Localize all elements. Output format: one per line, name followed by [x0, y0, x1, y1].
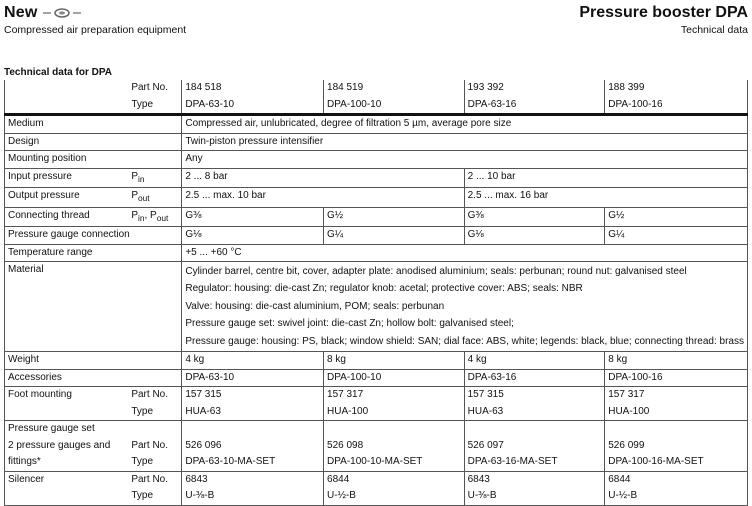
new-title — [4, 4, 186, 22]
silencer-type: U-⅜-B — [182, 488, 324, 505]
part-no-label: Part No. — [131, 82, 169, 93]
silencer-type: U-⅜-B — [464, 488, 605, 505]
material-line: Regulator: housing: die-cast Zn; regulator knob: acetal; protective cover: ABS; seals: NBR — [185, 283, 583, 295]
foot-mounting-type-row — [5, 404, 748, 421]
material-value — [182, 262, 748, 352]
foot-part-no: 157 315 — [464, 387, 605, 404]
gauge-set-part-no: 526 097 — [464, 438, 605, 455]
material-row — [5, 262, 748, 352]
silencer-part-no: 6843 — [182, 471, 324, 488]
silencer-part-no: 6844 — [605, 471, 748, 488]
row-label: Connecting thread — [5, 207, 129, 227]
part-no-label: Part No. — [128, 471, 182, 488]
weight-value: 4 kg — [464, 352, 605, 370]
section-title: Technical data for DPA — [4, 67, 112, 78]
gauge-set-type-row — [5, 454, 748, 471]
symbol-p-out: $P_{out}$ — [128, 188, 182, 208]
material-line: Cylinder barrel, centre bit, cover, adapter plate: anodised aluminium; seals: perbunan; round nut: galvanised steel — [185, 266, 687, 277]
weight-value: 8 kg — [324, 352, 465, 370]
foot-mounting-row — [5, 387, 748, 404]
part-no-row — [5, 80, 748, 97]
gauge-conn-value: G⅛ — [464, 227, 605, 245]
type-cell: DPA-63-16 — [464, 97, 605, 115]
design-value: Twin-piston pressure intensifier — [182, 133, 748, 151]
medium-row — [5, 115, 748, 134]
foot-type: HUA-100 — [605, 404, 748, 421]
part-no-label: Part No. — [128, 387, 182, 404]
silencer-type-row — [5, 488, 748, 505]
thread-value: G⅜ — [464, 207, 605, 227]
gauge-set-type: DPA-63-10-MA-SET — [182, 454, 324, 471]
type-label: Type — [131, 405, 154, 417]
accessory-value: DPA-100-16 — [605, 369, 748, 387]
material-line: Pressure gauge set: swivel joint: die-cast Zn; hollow bolt: galvanised steel; — [185, 318, 514, 330]
weight-value: 8 kg — [605, 352, 748, 370]
symbol-p-in: $P_{in}$ — [128, 168, 182, 188]
mounting-row — [5, 151, 748, 169]
gauge-set-part-row — [5, 438, 748, 455]
foot-part-no: 157 317 — [324, 387, 465, 404]
row-label: Mounting position — [5, 151, 182, 169]
header-left — [4, 4, 186, 36]
part-no-cell: 188 399 — [605, 80, 748, 97]
gauge-set-part-no: 526 098 — [324, 438, 465, 455]
type-label: Type — [131, 98, 154, 110]
row-label: Pressure gauge set — [5, 421, 182, 438]
row-label: Foot mounting — [5, 387, 129, 404]
connecting-thread-row — [5, 207, 748, 227]
gauge-conn-value: G¼ — [324, 227, 465, 245]
row-label: Material — [5, 262, 182, 352]
row-label: Pressure gauge connection — [5, 227, 182, 245]
accessories-row — [5, 369, 748, 387]
design-row — [5, 133, 748, 151]
row-label: Silencer — [5, 471, 129, 488]
silencer-row — [5, 471, 748, 488]
subtitle: Compressed air preparation equipment — [4, 24, 187, 36]
output-pressure-row — [5, 188, 748, 208]
material-line: Valve: housing: die-cast aluminium, POM; seals: perbunan — [185, 300, 445, 312]
row-label: Weight — [5, 352, 182, 370]
accessory-value: DPA-63-10 — [182, 369, 324, 387]
row-label: fittings* — [5, 454, 129, 471]
part-no-cell: 184 518 — [182, 80, 324, 97]
temperature-value: +5 ... +60 °C — [182, 244, 748, 262]
foot-part-no: 157 317 — [605, 387, 748, 404]
part-no-cell: 184 519 — [324, 80, 465, 97]
accessory-value: DPA-100-10 — [324, 369, 465, 387]
silencer-part-no: 6843 — [464, 471, 605, 488]
weight-value: 4 kg — [182, 352, 324, 370]
mounting-value: Any — [182, 151, 748, 169]
silencer-type: U-½-B — [324, 488, 465, 505]
part-no-label: Part No. — [131, 439, 169, 451]
medium-value: Compressed air, unlubricated, degree of filtration 5 µm, average pore size — [182, 115, 748, 134]
part-no-cell: 193 392 — [464, 80, 605, 97]
foot-type: HUA-100 — [324, 404, 465, 421]
output-value: 2.5 ... max. 10 bar — [182, 188, 464, 208]
silencer-part-no: 6844 — [324, 471, 465, 488]
gauge-set-row — [5, 421, 748, 438]
gauge-conn-value: G⅛ — [182, 227, 324, 245]
thread-value: G½ — [605, 207, 748, 227]
output-value: 2.5 ... max. 16 bar — [464, 188, 747, 208]
row-label: Output pressure — [5, 188, 129, 208]
gauge-set-type: DPA-100-10-MA-SET — [324, 454, 465, 471]
type-cell: DPA-100-10 — [324, 97, 465, 115]
foot-type: HUA-63 — [182, 404, 324, 421]
new-label: New — [4, 4, 38, 21]
thread-value: G½ — [324, 207, 465, 227]
product-title: Pressure booster DPA — [579, 4, 748, 21]
material-line: Pressure gauge: housing: PS, black; window shield: SAN; dial face: ABS, white; legends: black, blue; connecting thread: brass — [185, 335, 744, 347]
temperature-row — [5, 244, 748, 262]
symbol-p-in-out: $P_{in}$, $P_{out}$ — [128, 207, 182, 227]
gauge-set-type: DPA-100-16-MA-SET — [605, 454, 748, 471]
accessory-value: DPA-63-16 — [464, 369, 605, 387]
type-row — [5, 97, 748, 115]
row-label: Medium — [5, 115, 182, 134]
gauge-set-part-no: 526 099 — [605, 438, 748, 455]
input-pressure-row — [5, 168, 748, 188]
foot-type: HUA-63 — [464, 404, 605, 421]
type-cell: DPA-63-10 — [182, 97, 324, 115]
silencer-type: U-½-B — [605, 488, 748, 505]
gauge-set-part-no: 526 096 — [182, 438, 324, 455]
type-cell: DPA-100-16 — [605, 97, 748, 115]
section-label: Technical data — [680, 24, 748, 36]
technical-data-table — [4, 80, 748, 506]
gauge-set-type: DPA-63-16-MA-SET — [464, 454, 605, 471]
row-label: Temperature range — [5, 244, 182, 262]
row-label: 2 pressure gauges and — [5, 438, 129, 455]
type-label: Type — [131, 456, 154, 468]
new-badge-icon — [42, 7, 82, 19]
foot-part-no: 157 315 — [182, 387, 324, 404]
row-label: Input pressure — [5, 168, 129, 188]
weight-row — [5, 352, 748, 370]
thread-value: G⅜ — [182, 207, 324, 227]
input-value: 2 ... 10 bar — [464, 168, 747, 188]
header-right — [579, 4, 748, 36]
input-value: 2 ... 8 bar — [182, 168, 464, 188]
row-label: Design — [5, 133, 182, 151]
row-label: Accessories — [5, 369, 182, 387]
gauge-connection-row — [5, 227, 748, 245]
gauge-conn-value: G¼ — [605, 227, 748, 245]
type-label: Type — [128, 488, 182, 505]
